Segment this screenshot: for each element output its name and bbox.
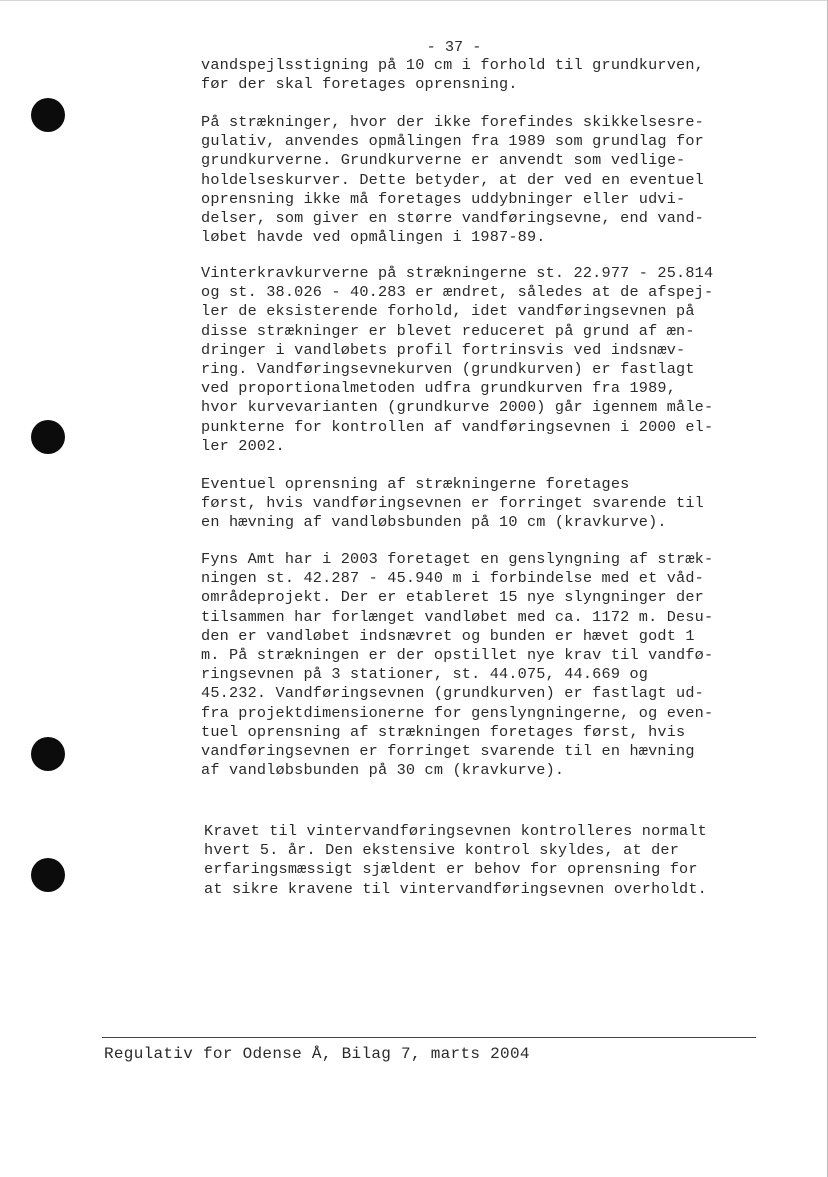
text-line: løbet havde ved opmålingen i 1987-89. [201, 228, 546, 247]
text-line: hvor kurvevarianten (grundkurve 2000) går igennem måle- [201, 398, 714, 417]
text-line: en hævning af vandløbsbunden på 10 cm (kravkurve). [201, 513, 667, 532]
text-line: vandspejlsstigning på 10 cm i forhold til grundkurven, [201, 56, 704, 74]
punch-hole [31, 98, 65, 132]
text-line: ring. Vandføringsevnekurven (grundkurven) er fastlagt [201, 360, 695, 379]
text-line: m. På strækningen er der opstillet nye krav til vandfø- [201, 646, 714, 665]
text-line: holdelseskurver. Dette betyder, at der ved en eventuel [201, 170, 704, 189]
text-line: ningen st. 42.287 - 45.940 m i forbindelse med et våd- [201, 569, 704, 588]
text-line: fra projektdimensionerne for genslyngningerne, og even- [201, 703, 714, 722]
text-line: og st. 38.026 - 40.283 er ændret, således at de afspej- [201, 283, 714, 302]
text-line: Eventuel oprensning af strækningerne foretages [201, 475, 630, 493]
text-line: dringer i vandløbets profil fortrinsvis ved indsnæv- [201, 340, 686, 359]
text-line: 45.232. Vandføringsevnen (grundkurven) er fastlagt ud- [201, 684, 704, 703]
punch-hole [31, 420, 65, 454]
text-line: grundkurverne. Grundkurverne er anvendt som vedlige- [201, 151, 686, 170]
text-line: den er vandløbet indsnævret og bunden er hævet godt 1 [201, 626, 695, 645]
text-line: vandføringsevnen er forringet svarende til en hævning [201, 742, 695, 761]
text-line: tuel oprensning af strækningen foretages først, hvis [201, 722, 686, 741]
paragraph-3 [201, 264, 713, 456]
text-line: først, hvis vandføringsevnen er forringet svarende til [201, 494, 704, 513]
paragraph-1 [201, 56, 704, 94]
text-line: at sikre kravene til vintervandføringsevnen overholdt. [204, 879, 707, 898]
page-number: - 37 - [426, 38, 482, 56]
paragraph-2 [201, 113, 704, 247]
text-line: tilsammen har forlænget vandløbet med ca. 1172 m. Desu- [201, 607, 714, 626]
footer-text: Regulativ for Odense Å, Bilag 7, marts 2004 [104, 1045, 530, 1063]
paragraph-5 [201, 550, 713, 780]
text-line: hvert 5. år. Den ekstensive kontrol skyldes, at der [204, 841, 680, 860]
text-line: På strækninger, hvor der ikke forefindes skikkelsesre- [201, 113, 704, 131]
paragraph-4 [201, 475, 704, 533]
text-line: før der skal foretages oprensning. [201, 75, 518, 94]
text-line: Fyns Amt har i 2003 foretaget en genslyngning af stræk- [201, 550, 714, 568]
text-line: gulativ, anvendes opmålingen fra 1989 som grundlag for [201, 132, 704, 151]
text-line: ved proportionalmetoden udfra grundkurven fra 1989, [201, 379, 677, 398]
text-line: Vinterkravkurverne på strækningerne st. 22.977 - 25.814 [201, 264, 714, 282]
text-line: punkterne for kontrollen af vandføringsevnen i 2000 el- [201, 417, 714, 436]
punch-hole [31, 858, 65, 892]
punch-hole [31, 737, 65, 771]
text-line: oprensning ikke må foretages uddybninger eller udvi- [201, 189, 686, 208]
text-line: disse strækninger er blevet reduceret på grund af æn- [201, 321, 695, 340]
text-line: af vandløbsbunden på 30 cm (kravkurve). [201, 761, 565, 780]
text-line: delser, som giver en større vandføringsevne, end vand- [201, 209, 704, 228]
text-line: ler 2002. [201, 436, 285, 455]
text-line: erfaringsmæssigt sjældent er behov for oprensning for [204, 860, 698, 879]
text-line: områdeprojekt. Der er etableret 15 nye slyngninger der [201, 588, 704, 607]
paragraph-6 [204, 822, 707, 899]
text-line: ler de eksisterende forhold, idet vandføringsevnen på [201, 302, 695, 321]
text-line: Kravet til vintervandføringsevnen kontrolleres normalt [204, 822, 707, 840]
text-line: ringsevnen på 3 stationer, st. 44.075, 44.669 og [201, 665, 649, 684]
scan-edge-top [0, 0, 828, 1]
footer-rule [102, 1037, 756, 1038]
